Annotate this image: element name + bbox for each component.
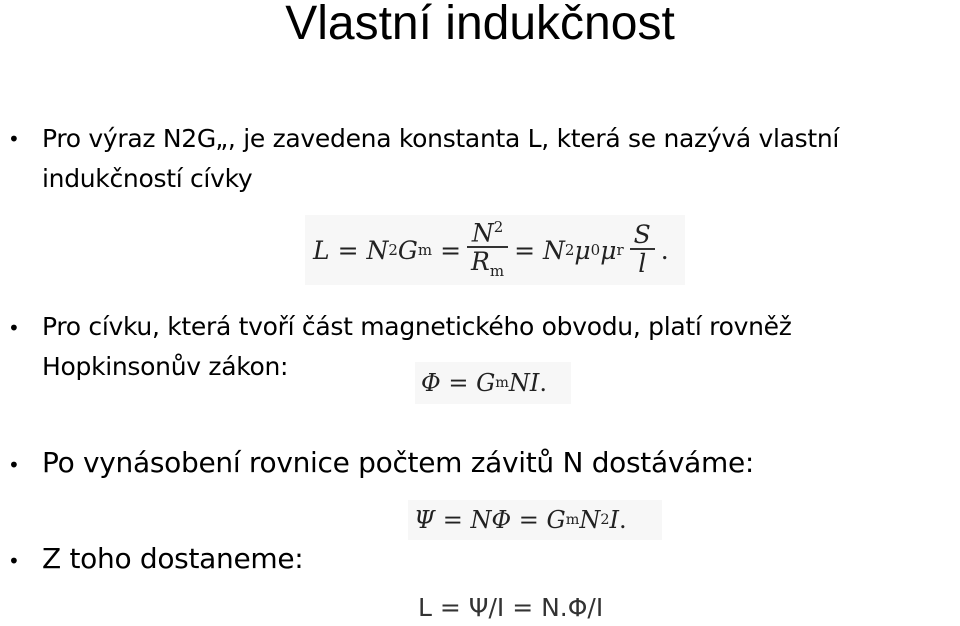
bullet-text-4: Z toho dostaneme: xyxy=(42,542,304,575)
page-title: Vlastní indukčnost xyxy=(285,0,675,50)
bullet-marker: • xyxy=(8,549,20,573)
bullet-text-3: Po vynásobení rovnice počtem závitů N dostáváme: xyxy=(42,446,755,479)
formula-flux-linkage: Ψ = NΦ = G m N 2 I . xyxy=(408,500,662,540)
formula-result: L = Ψ/I = N.Φ/I xyxy=(418,593,604,622)
formula-hopkinson: Φ = G m NI . xyxy=(415,362,571,404)
bullet-marker: • xyxy=(8,453,20,477)
formula-inductance: L = N 2 G m = $\frac{N^2}{R_m}$ = N 2 μ 0 μ r $\frac{S}{l}$ . xyxy=(305,215,685,285)
bullet-text-2: Pro cívku, která tvoří část magnetického obvodu, platí rovněž Hopkinsonův zákon: xyxy=(42,312,792,381)
bullet-text-1: Pro výraz N2G„, je zavedena konstanta L, která se nazývá vlastní indukčností cívky xyxy=(42,124,840,193)
bullet-marker: • xyxy=(8,127,20,151)
bullet-marker: • xyxy=(8,316,20,340)
